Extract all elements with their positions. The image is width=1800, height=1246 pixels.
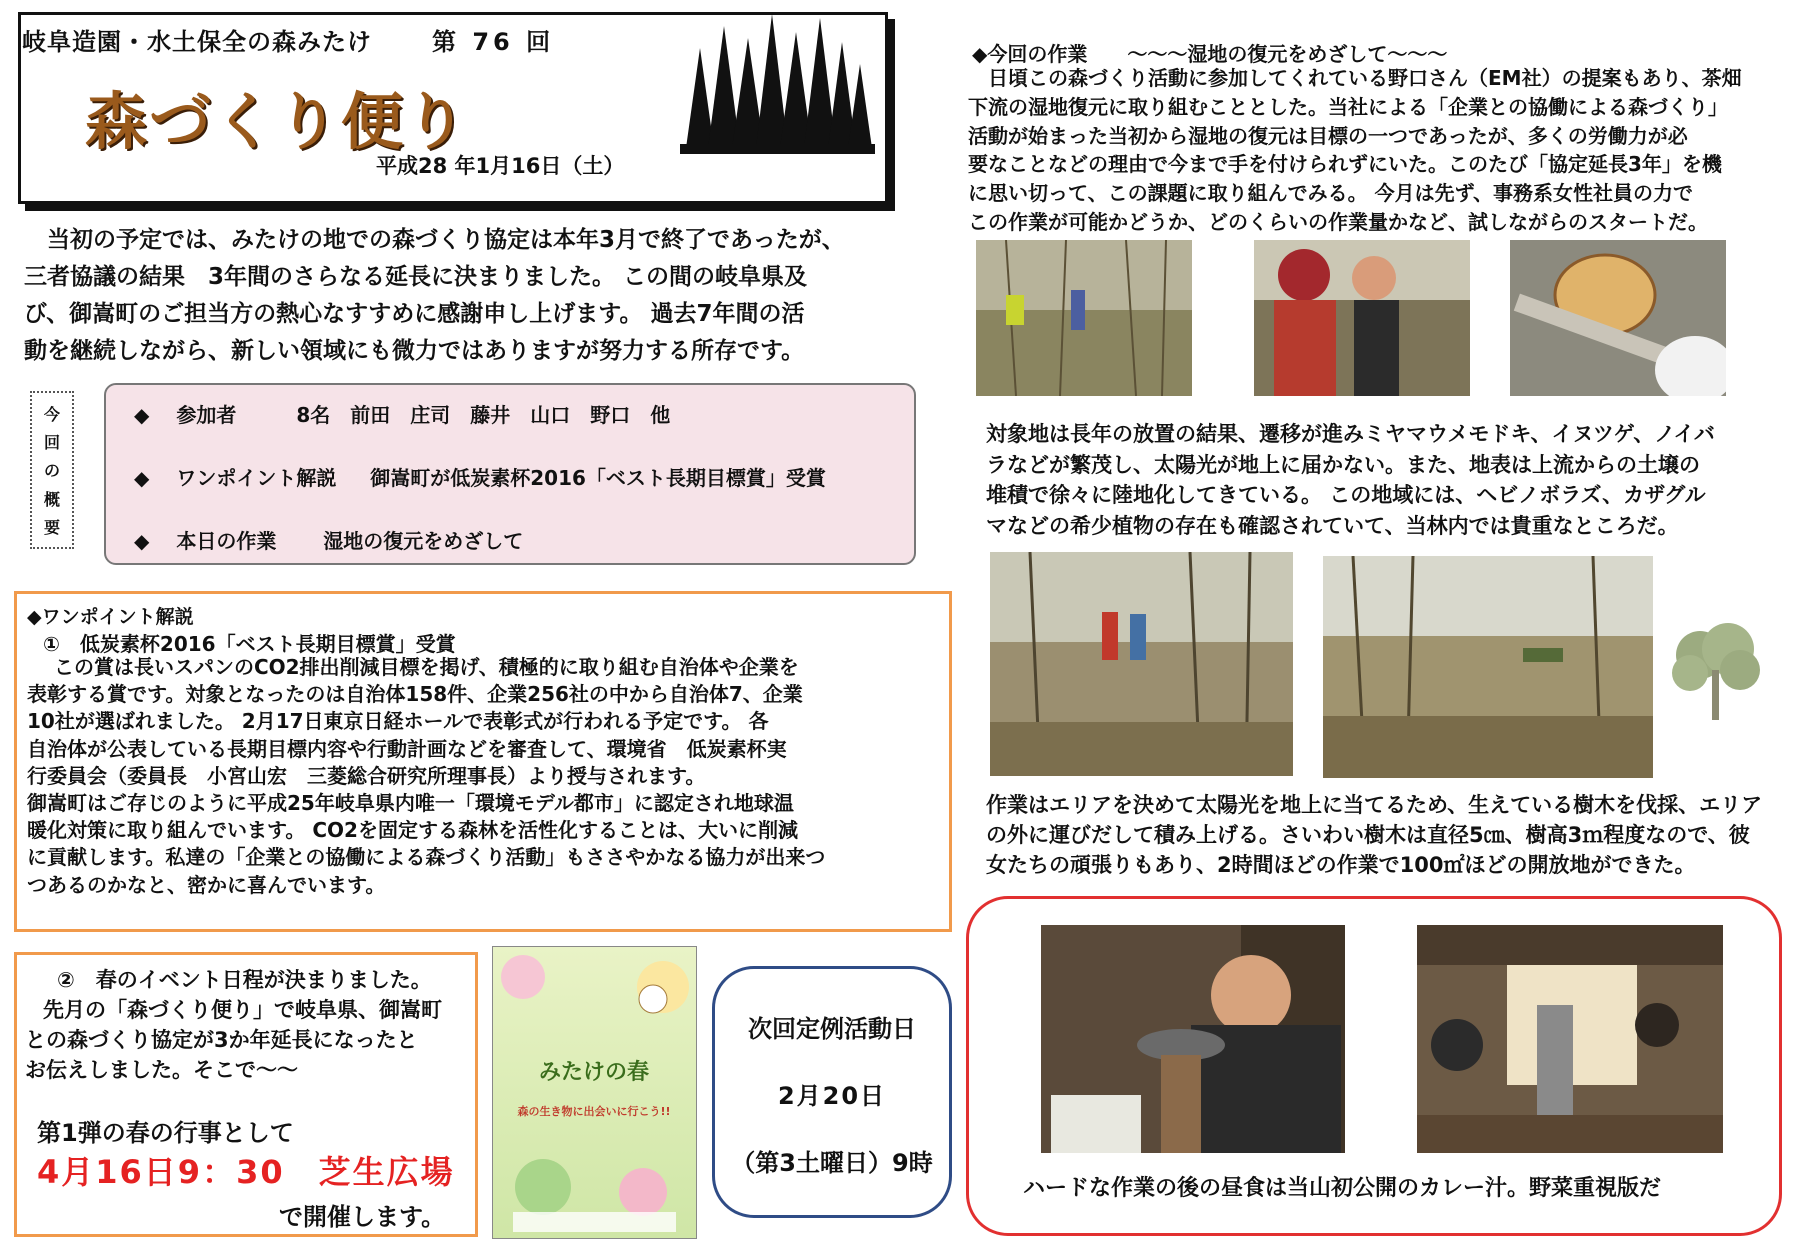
summary-tag-char: 概 <box>43 489 60 509</box>
next-activity-time: （第3土曜日）9時 <box>731 1149 933 1177</box>
summary-today-work: ◆ 本日の作業 湿地の復元をめざして <box>134 529 524 553</box>
flyer-title: みたけの春 <box>538 1060 650 1085</box>
spring-line: お伝えしました。そこで～～ <box>25 1058 298 1082</box>
work-line: 要なことなどの理由で今まで手を付けられずにいた。このたび「協定延長3年」を機 <box>968 152 1722 177</box>
spring-line: ② 春のイベント日程が決まりました。 <box>57 968 432 992</box>
onepoint-line: つあるのかなと、密かに喜んでいます。 <box>27 872 386 897</box>
work-photo-3 <box>1510 240 1726 396</box>
summary-participants: ◆ 参加者 8名 前田 庄司 藤井 山口 野口 他 <box>134 403 671 427</box>
intro-line: 三者協議の結果 3年間のさらなる延長に決まりました。 この間の岐阜県及 <box>24 264 808 290</box>
work-line: 日頃この森づくり活動に参加してくれている野口さん（EM社）の提案もあり、茶畑 <box>988 66 1742 90</box>
summary-tag-char: 要 <box>43 518 60 538</box>
spring-event-box <box>14 952 478 1237</box>
lunch-box <box>966 896 1782 1236</box>
target-line: 対象地は長年の放置の結果、遷移が進みミヤマウメモドキ、イヌツゲ、ノイバ <box>986 422 1715 446</box>
summary-tag-char: の <box>43 461 60 481</box>
issue-number: 第 76 回 <box>432 28 555 56</box>
summary-box <box>104 383 916 565</box>
wetland-photo-1 <box>990 552 1293 776</box>
result-line: 作業はエリアを決めて太陽光を地上に当てるため、生えている樹木を伐採、エリア <box>986 793 1763 817</box>
onepoint-body <box>27 654 947 899</box>
next-activity-date: 2月20日 <box>777 1082 887 1110</box>
spring-line: との森づくり協定が3か年延長になったと <box>25 1028 418 1052</box>
work-result-text <box>986 790 1786 880</box>
onepoint-box <box>14 591 952 932</box>
flyer-subtitle: 森の生き物に出会いに行こう!! <box>517 1105 671 1118</box>
event-flyer-image <box>492 946 697 1239</box>
next-activity-box <box>712 966 952 1218</box>
lunch-photo-2 <box>1417 925 1723 1153</box>
summary-tag-char: 今 <box>43 404 60 424</box>
intro-line: び、御嵩町のご担当方の熱心なすすめに感謝申し上げます。 過去7年間の活 <box>24 301 805 327</box>
summary-tag <box>30 391 74 549</box>
work-line: この作業が可能かどうか、どのくらいの作業量かなど、試しながらのスタートだ。 <box>968 209 1708 234</box>
result-line: の外に運びだして積み上げる。さいわい樹木は直径5㎝、樹高3ｍ程度なので、彼 <box>986 823 1750 847</box>
onepoint-line: 御嵩町はご存じのように平成25年岐阜県内唯一「環境モデル都市」に認定され地球温 <box>27 791 794 816</box>
work-line: に思い切って、この課題に取り組んでみる。 今月は先ず、事務系女性社員の力で <box>968 181 1693 206</box>
work-photo-1 <box>976 240 1192 396</box>
wetland-photo-2 <box>1323 556 1653 778</box>
onepoint-line: 行委員会（委員長 小宮山宏 三菱総合研究所理事長）より授与されます。 <box>27 763 706 788</box>
issue-date: 平成28 年1月16日（土） <box>376 154 625 178</box>
target-line: マなどの希少植物の存在も確認されていて、当林内では貴重なところだ。 <box>986 513 1679 538</box>
onepoint-subheading: ① 低炭素杯2016「ベスト長期目標賞」受賞 <box>43 632 456 656</box>
onepoint-heading: ◆ワンポイント解説 <box>27 606 194 628</box>
series-title: 岐阜造園・水土保全の森みたけ <box>22 28 372 56</box>
work-heading: ◆今回の作業 ～～～湿地の復元をめざして～～～ <box>972 42 1448 66</box>
newsletter-title: 森づくり便り <box>85 85 470 158</box>
lunch-photo-1 <box>1041 925 1345 1153</box>
onepoint-line: 暖化対策に取り組んでいます。 CO2を固定する森林を活性化することは、大いに削減 <box>27 818 798 843</box>
summary-tag-char: 回 <box>43 433 60 453</box>
onepoint-line: 10社が選ばれました。 2月17日東京日経ホールで表彰式が行われる予定です。 各 <box>27 709 769 734</box>
onepoint-line: に貢献します。私達の「企業との協働による森づくり活動」もささやかなる協力が出来つ <box>27 845 826 870</box>
spring-event-lead: 第1弾の春の行事として <box>37 1119 294 1147</box>
work-body <box>968 64 1768 237</box>
intro-line: 動を継続しながら、新しい領域にも微力ではありますが努力する所存です。 <box>24 338 805 364</box>
tree-icon <box>1660 615 1770 725</box>
forest-illustration <box>672 8 877 156</box>
work-photo-2 <box>1254 240 1470 396</box>
onepoint-line: 表彰する賞です。対象となったのは自治体158件、企業256社の中から自治体7、企業 <box>27 682 803 707</box>
summary-onepoint: ◆ ワンポイント解説 御嵩町が低炭素杯2016「ベスト長期目標賞」受賞 <box>134 466 826 490</box>
intro-paragraph <box>24 222 924 370</box>
onepoint-line: この賞は長いスパンのCO2排出削減目標を掲げ、積極的に取り組む自治体や企業を <box>27 655 799 679</box>
spring-event-body <box>25 965 477 1085</box>
work-line: 活動が始まった当初から湿地の復元は目標の一つであったが、多くの労働力が必 <box>968 123 1688 148</box>
spring-event-date: 4月16日9：30 芝生広場 <box>37 1153 455 1191</box>
onepoint-line: 自治体が公表している長期目標内容や行動計画などを審査して、環境省 低炭素杯実 <box>27 736 787 761</box>
target-area-text <box>986 419 1776 541</box>
result-line: 女たちの頑張りもあり、2時間ほどの作業で100㎡ほどの開放地ができた。 <box>986 853 1696 877</box>
spring-event-tail: で開催します。 <box>279 1203 446 1231</box>
target-line: 堆積で徐々に陸地化してきている。 この地域には、ヘビノボラズ、カザグル <box>986 483 1706 507</box>
next-activity-title: 次回定例活動日 <box>748 1015 916 1043</box>
spring-line: 先月の「森づくり便り」で岐阜県、御嵩町 <box>43 998 442 1022</box>
intro-line: 当初の予定では、みたけの地での森づくり協定は本年3月で終了であったが、 <box>24 227 845 253</box>
work-line: 下流の湿地復元に取り組むこととした。当社による「企業との協働による森づくり」 <box>968 94 1728 119</box>
lunch-caption: ハードな作業の後の昼食は当山初公開のカレー汁。野菜重視版だ <box>1023 1176 1662 1201</box>
target-line: ラなどが繁茂し、太陽光が地上に届かない。また、地表は上流からの土壌の <box>986 452 1700 477</box>
